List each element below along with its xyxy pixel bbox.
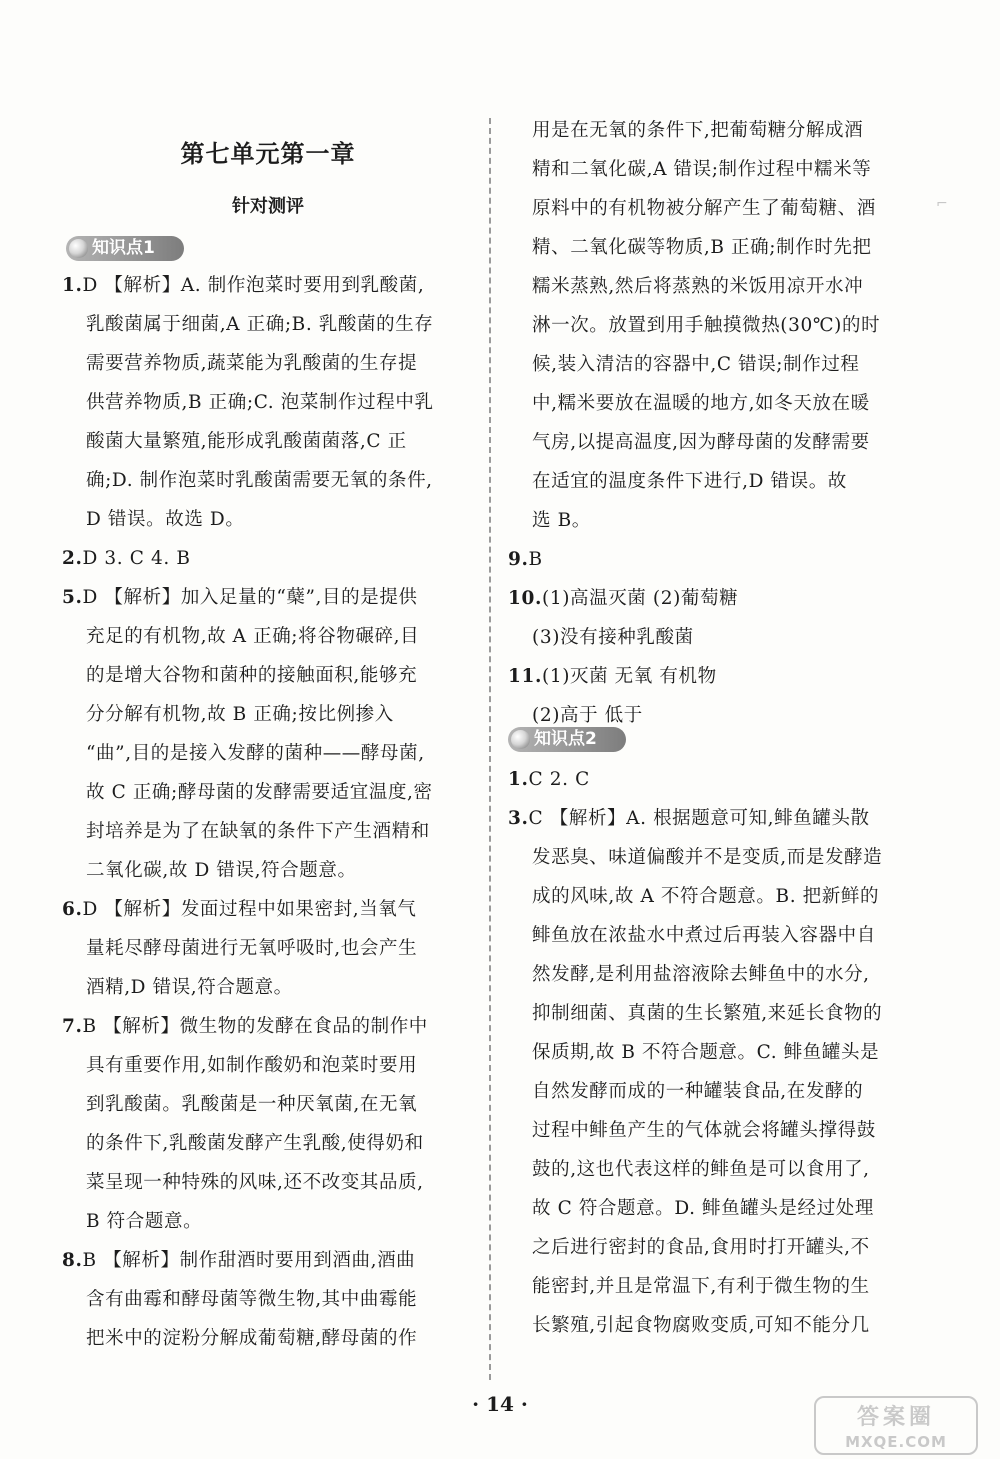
answer-text: (1)高温灭菌 (2)葡萄糖 (542, 588, 739, 609)
answer-line (508, 994, 920, 1033)
answer-text: 发恶臭、味道偏酸并不是变质,而是发酵造 (532, 847, 883, 868)
right-answers-part-2 (508, 760, 920, 1345)
question-number: 1. (508, 769, 529, 790)
answer-line (508, 1072, 920, 1111)
answer-text: D 【解析】发面过程中如果密封,当氧气 (82, 899, 417, 920)
question-number: 10. (508, 588, 542, 609)
answer-text: 把米中的淀粉分解成葡萄糖,酵母菌的作 (86, 1328, 418, 1349)
corner-mark: ⌐ (936, 196, 948, 212)
knowledge-point-badge-1 (66, 236, 184, 261)
answer-text: 鲱鱼放在浓盐水中煮过后再装入容器中自 (532, 925, 876, 946)
answer-text: 确;D. 制作泡菜时乳酸菌需要无氧的条件, (86, 470, 433, 491)
answer-text: 精、二氧化碳等物质,B 正确;制作时先把 (532, 237, 872, 258)
answer-text: 在适宜的温度条件下进行,D 错误。故 (532, 471, 847, 492)
answer-line (508, 657, 920, 696)
answer-line (508, 501, 920, 540)
question-number: 6. (62, 899, 83, 920)
answer-line (508, 1033, 920, 1072)
answer-line (62, 500, 474, 539)
answer-line (62, 1163, 474, 1202)
answer-text: 糯米蒸熟,然后将蒸熟的米饭用凉开水冲 (532, 276, 864, 297)
answer-text: D 【解析】加入足量的“蘖”,目的是提供 (82, 587, 418, 608)
answer-line (62, 1280, 474, 1319)
answer-text: 过程中鲱鱼产生的气体就会将罐头撑得鼓 (532, 1120, 876, 1141)
answer-line (62, 461, 474, 500)
answer-text: B (528, 549, 543, 570)
answer-line (508, 955, 920, 994)
answer-text: B 符合题意。 (86, 1211, 203, 1232)
answer-text: D 错误。故选 D。 (86, 509, 245, 530)
answer-line (508, 760, 920, 799)
answer-text: C 【解析】A. 根据题意可知,鲱鱼罐头散 (528, 808, 870, 829)
answer-text: 候,装入清洁的容器中,C 错误;制作过程 (532, 354, 860, 375)
answer-line (508, 618, 920, 657)
chapter-title: 第七单元第一章 (180, 139, 356, 168)
answer-text: 中,糯米要放在温暖的地方,如冬天放在暖 (532, 393, 870, 414)
question-number: 8. (62, 1250, 83, 1271)
answer-text: 酒精,D 错误,符合题意。 (86, 977, 293, 998)
answer-line (62, 890, 474, 929)
answer-line (62, 383, 474, 422)
knowledge-point-badge-2 (508, 727, 626, 752)
answer-text: 淋一次。放置到用手触摸微热(30℃)的时 (532, 315, 881, 336)
answer-text: C 2. C (528, 769, 590, 790)
question-number: 1. (62, 275, 83, 296)
answer-text: 酸菌大量繁殖,能形成乳酸菌菌落,C 正 (86, 431, 407, 452)
answer-text: 二氧化碳,故 D 错误,符合题意。 (86, 860, 357, 881)
answer-line (62, 1319, 474, 1358)
answer-text: 封培养是为了在缺氧的条件下产生酒精和 (86, 821, 430, 842)
answer-line (508, 228, 920, 267)
question-number: 2. (62, 548, 83, 569)
answer-text: 保质期,故 B 不符合题意。C. 鲱鱼罐头是 (532, 1042, 880, 1063)
answer-line (508, 579, 920, 618)
answer-line (508, 267, 920, 306)
answer-line (62, 773, 474, 812)
answer-text: 分分解有机物,故 B 正确;按比例掺入 (86, 704, 394, 725)
answer-line (62, 1007, 474, 1046)
answer-text: D 【解析】A. 制作泡菜时要用到乳酸菌, (82, 275, 425, 296)
section-title: 针对测评 (232, 196, 304, 217)
answer-text: 能密封,并且是常温下,有利于微生物的生 (532, 1276, 870, 1297)
answer-text: 抑制细菌、真菌的生长繁殖,来延长食物的 (532, 1003, 883, 1024)
answer-line (62, 1046, 474, 1085)
question-number: 5. (62, 587, 83, 608)
right-answers-part-1 (508, 111, 920, 735)
badge-label: 知识点1 (92, 238, 155, 258)
answer-text: 精和二氧化碳,A 错误;制作过程中糯米等 (532, 159, 872, 180)
answer-text: 量耗尽酵母菌进行无氧呼吸时,也会产生 (86, 938, 418, 959)
answer-line (62, 1241, 474, 1280)
answer-line (62, 968, 474, 1007)
answer-line (508, 1306, 920, 1345)
answer-line (508, 877, 920, 916)
answer-text: D 3. C 4. B (82, 548, 191, 569)
answer-line (508, 838, 920, 877)
answer-line (62, 578, 474, 617)
answer-text: 故 C 符合题意。D. 鲱鱼罐头是经过处理 (532, 1198, 874, 1219)
left-answers (62, 266, 474, 1358)
page-number: · 14 · (472, 1392, 528, 1416)
answer-line (62, 695, 474, 734)
question-number: 11. (508, 666, 542, 687)
answer-text: 需要营养物质,蔬菜能为乳酸菌的生存提 (86, 353, 418, 374)
answer-text: 之后进行密封的食品,食用时打开罐头,不 (532, 1237, 870, 1258)
badge-label: 知识点2 (534, 729, 597, 749)
answer-text: 菜呈现一种特殊的风味,还不改变其品质, (86, 1172, 424, 1193)
answer-line (508, 1228, 920, 1267)
answer-line (62, 734, 474, 773)
answer-text: B 【解析】微生物的发酵在食品的制作中 (82, 1016, 428, 1037)
answer-line (508, 1150, 920, 1189)
answer-line (62, 422, 474, 461)
answer-line (62, 539, 474, 578)
answer-line (508, 1189, 920, 1228)
answer-text: 长繁殖,引起食物腐败变质,可知不能分几 (532, 1315, 870, 1336)
watermark-logo (814, 1396, 978, 1455)
answer-text: 气房,以提高温度,因为酵母菌的发酵需要 (532, 432, 870, 453)
answer-text: (1)灭菌 无氧 有机物 (542, 666, 717, 687)
answer-text: 的条件下,乳酸菌发酵产生乳酸,使得奶和 (86, 1133, 424, 1154)
answer-line (62, 266, 474, 305)
answer-line (508, 150, 920, 189)
answer-line (62, 1124, 474, 1163)
answer-line (62, 344, 474, 383)
answer-line (62, 812, 474, 851)
answer-line (508, 189, 920, 228)
answer-line (62, 929, 474, 968)
answer-text: 乳酸菌属于细菌,A 正确;B. 乳酸菌的生存 (86, 314, 434, 335)
question-number: 7. (62, 1016, 83, 1037)
answer-line (508, 1111, 920, 1150)
column-divider (489, 118, 491, 1380)
answer-text: 选 B。 (532, 510, 591, 531)
answer-text: 含有曲霉和酵母菌等微生物,其中曲霉能 (86, 1289, 418, 1310)
answer-text: (2)高于 低于 (532, 705, 643, 726)
badge-ball-icon (511, 730, 530, 749)
answer-text: B 【解析】制作甜酒时要用到酒曲,酒曲 (82, 1250, 416, 1271)
answer-text: 具有重要作用,如制作酸奶和泡菜时要用 (86, 1055, 418, 1076)
answer-line (62, 656, 474, 695)
answer-text: 自然发酵而成的一种罐装食品,在发酵的 (532, 1081, 864, 1102)
answer-text: (3)没有接种乳酸菌 (532, 627, 694, 648)
question-number: 3. (508, 808, 529, 829)
answer-text: 故 C 正确;酵母菌的发酵需要适宜温度,密 (86, 782, 433, 803)
question-number: 9. (508, 549, 529, 570)
answer-text: 成的风味,故 A 不符合题意。B. 把新鲜的 (532, 886, 880, 907)
answer-text: 的是增大谷物和菌种的接触面积,能够充 (86, 665, 418, 686)
answer-line (508, 916, 920, 955)
answer-line (62, 851, 474, 890)
answer-text: 原料中的有机物被分解产生了葡萄糖、酒 (532, 198, 876, 219)
answer-line (62, 1202, 474, 1241)
answer-line (62, 305, 474, 344)
answer-line (508, 799, 920, 838)
watermark-url: MXQE.COM (845, 1433, 947, 1451)
answer-line (62, 617, 474, 656)
answer-text: 供营养物质,B 正确;C. 泡菜制作过程中乳 (86, 392, 434, 413)
answer-line (508, 111, 920, 150)
answer-text: 充足的有机物,故 A 正确;将谷物碾碎,目 (86, 626, 420, 647)
answer-line (508, 540, 920, 579)
answer-line (62, 1085, 474, 1124)
badge-ball-icon (69, 239, 88, 258)
answer-line (508, 384, 920, 423)
answer-text: 到乳酸菌。乳酸菌是一种厌氧菌,在无氧 (86, 1094, 418, 1115)
answer-line (508, 423, 920, 462)
answer-line (508, 345, 920, 384)
answer-line (508, 306, 920, 345)
answer-text: 用是在无氧的条件下,把葡萄糖分解成酒 (532, 120, 864, 141)
answer-line (508, 1267, 920, 1306)
answer-text: 鼓的,这也代表这样的鲱鱼是可以食用了, (532, 1159, 870, 1180)
answer-line (508, 462, 920, 501)
answer-text: 然发酵,是利用盐溶液除去鲱鱼中的水分, (532, 964, 870, 985)
answer-text: “曲”,目的是接入发酵的菌种——酵母菌, (86, 743, 425, 764)
watermark-logo-text: 答案圈 (856, 1405, 935, 1430)
